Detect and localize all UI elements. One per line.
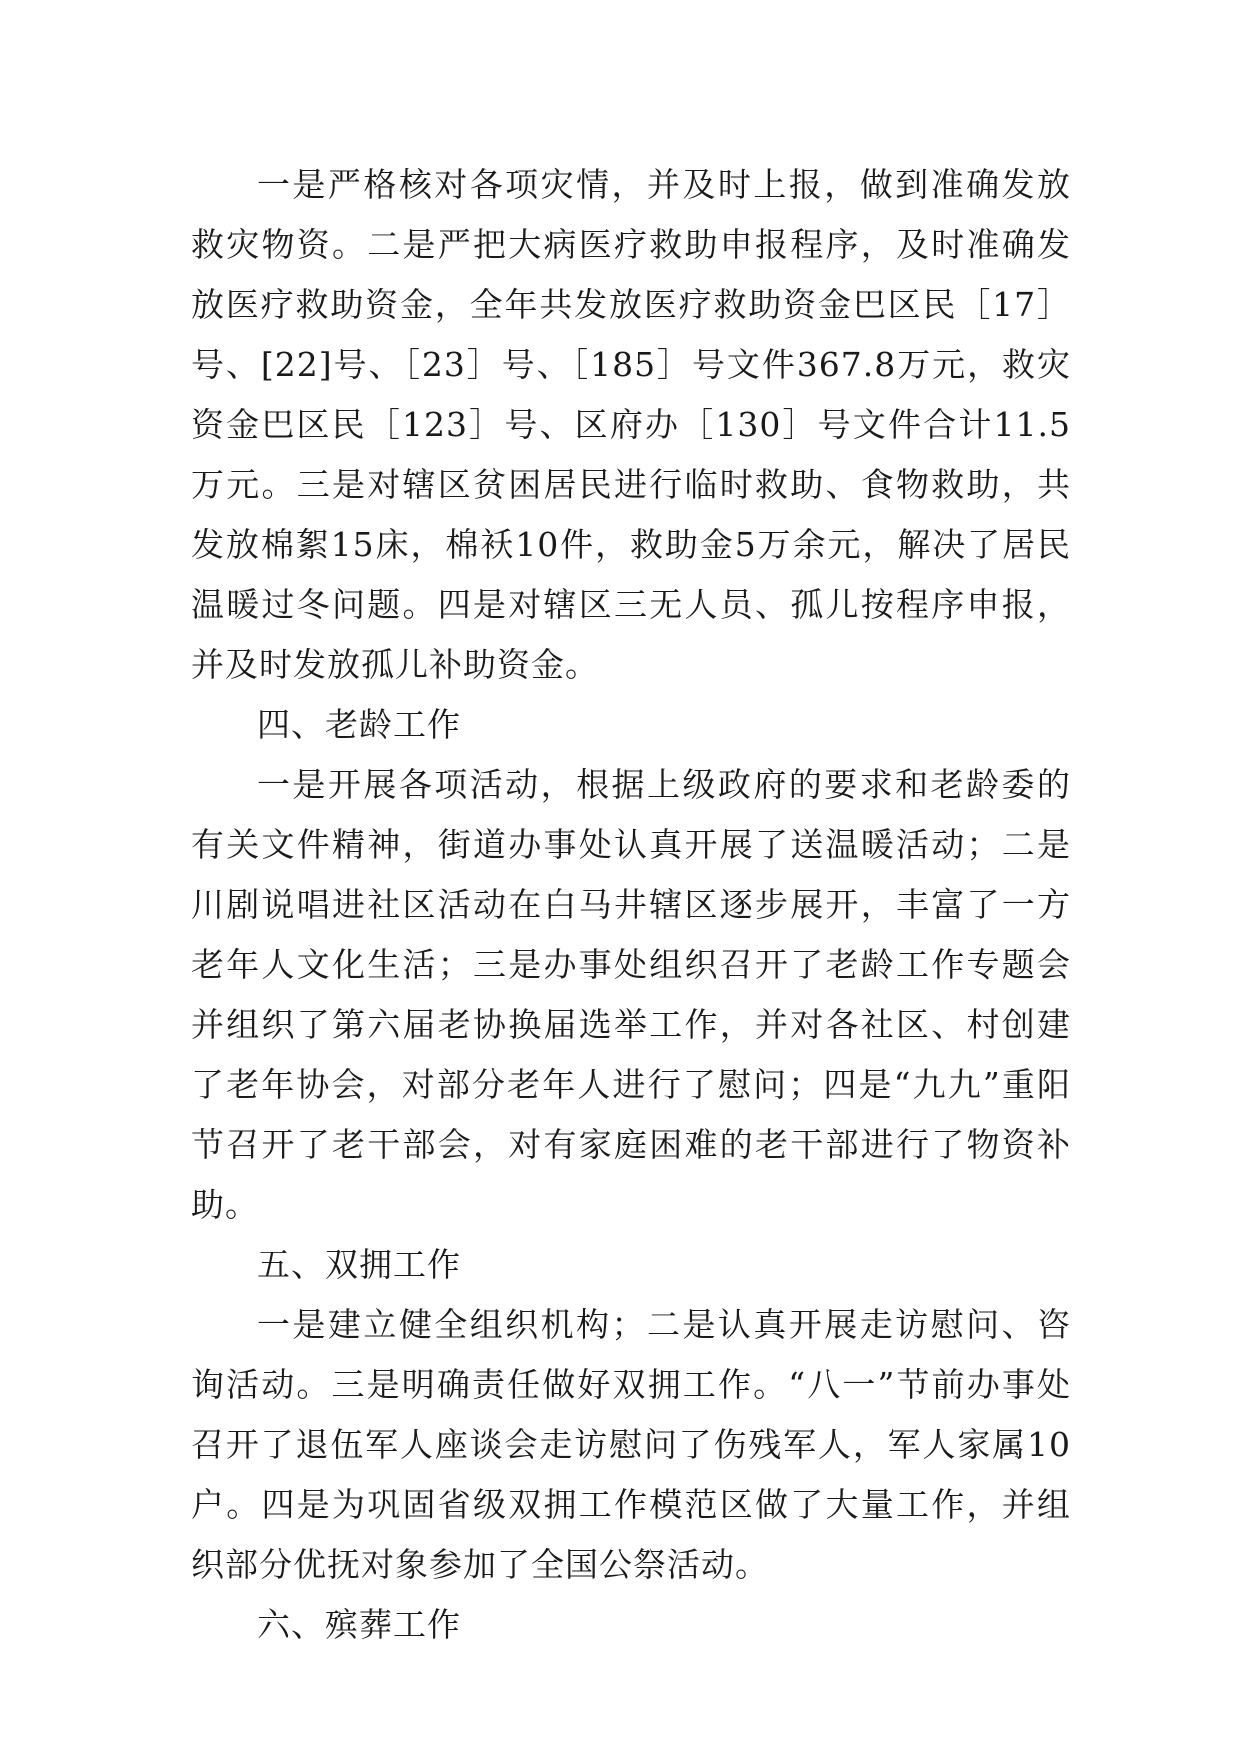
section-heading-elderly-work: 四、老龄工作 xyxy=(257,705,461,744)
section-heading-double-support-work: 五、双拥工作 xyxy=(257,1245,461,1284)
paragraph-disaster-relief: 一是严格核对各项灾情，并及时上报，做到准确发放救灾物资。二是严把大病医疗救助申报程序，及时准确发放医疗救助资金，全年共发放医疗救助资金巴区民［17］号、[22]号、［23］号、［185］号文件367.8万元，救灾资金巴区民［123］号、区府办［130］号文件合计11.5万元。三是对辖区贫困居民进行临时救助、食物救助，共发放棉絮15床，棉袄10件，救助金5万余元，解决了居民温暖过冬问题。四是对辖区三无人员、孤儿按程序申报，并及时发放孤儿补助资金。 xyxy=(191,165,1071,684)
paragraph-elderly-work: 一是开展各项活动，根据上级政府的要求和老龄委的有关文件精神，街道办事处认真开展了送温暖活动；二是川剧说唱进社区活动在白马井辖区逐步展开，丰富了一方老年人文化生活；三是办事处组织召开了老龄工作专题会并组织了第六届老协换届选举工作，并对各社区、村创建了老年协会，对部分老年人进行了慰问；四是“九九”重阳节召开了老干部会，对有家庭困难的老干部进行了物资补助。 xyxy=(191,765,1071,1224)
section-heading-funeral-work: 六、殡葬工作 xyxy=(257,1605,461,1644)
paragraph-double-support-work: 一是建立健全组织机构；二是认真开展走访慰问、咨询活动。三是明确责任做好双拥工作。“八一”节前办事处召开了退伍军人座谈会走访慰问了伤残军人，军人家属10户。四是为巩固省级双拥工作模范区做了大量工作，并组织部分优抚对象参加了全国公祭活动。 xyxy=(191,1305,1071,1584)
document-body xyxy=(191,155,1071,1655)
